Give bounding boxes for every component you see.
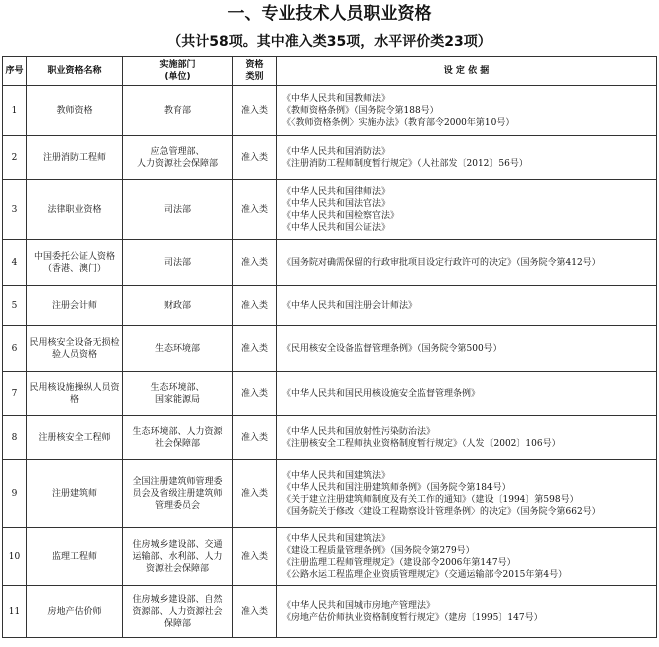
table-row (3, 286, 657, 326)
row-basis (277, 180, 657, 240)
row-dept-line: 财政部 (163, 300, 191, 311)
row-basis (277, 528, 657, 586)
table-row (3, 528, 657, 586)
table-row (3, 586, 657, 638)
table-row (3, 86, 657, 136)
row-dept (123, 86, 233, 136)
row-basis (277, 86, 657, 136)
row-basis-line: 《公路水运工程监理企业资质管理规定》（交通运输部令2015年第4号） (282, 569, 568, 580)
row-basis-line: 《中华人民共和国放射性污染防治法》 (282, 426, 436, 437)
row-basis (277, 460, 657, 528)
row-name: 民用核安全设备无损检验人员资格 (27, 326, 123, 372)
row-basis-line: 《中华人民共和国律师法》 (282, 186, 391, 197)
row-basis-line: 《中华人民共和国公证法》 (282, 222, 391, 233)
row-type: 准入类 (233, 240, 277, 286)
row-type: 准入类 (233, 416, 277, 460)
row-dept-line: 国家能源局 (154, 394, 200, 405)
row-basis-line: 《关于建立注册建筑师制度及有关工作的通知》（建设〔1994〕第598号） (282, 494, 579, 505)
row-dept (123, 326, 233, 372)
row-type: 准入类 (233, 372, 277, 416)
row-seq: 1 (3, 86, 27, 136)
header-basis: 设 定 依 据 (277, 57, 657, 86)
row-basis-line: 《中华人民共和国注册建筑师条例》（国务院令第184号） (282, 482, 511, 493)
row-seq: 4 (3, 240, 27, 286)
row-dept-line: 社会保障部 (154, 438, 200, 449)
row-basis-line: 《中华人民共和国法官法》 (282, 198, 391, 209)
row-basis-line: 《建设工程质量管理条例》（国务院令第279号） (282, 545, 475, 556)
row-basis-line: 《中华人民共和国消防法》 (282, 146, 391, 157)
row-dept-line: 资源部、人力资源社会 (132, 606, 223, 617)
row-seq: 5 (3, 286, 27, 326)
row-basis-line: 《中华人民共和国民用核设施安全监督管理条例》 (282, 388, 481, 399)
row-dept-line: 住房城乡建设部、交通 (132, 539, 223, 550)
table-row (3, 240, 657, 286)
row-dept-line: 管理委员会 (154, 500, 200, 511)
row-seq: 3 (3, 180, 27, 240)
row-dept-line: 应急管理部、 (150, 146, 205, 157)
row-basis (277, 286, 657, 326)
row-type: 准入类 (233, 460, 277, 528)
row-type: 准入类 (233, 326, 277, 372)
row-basis-line: 《中华人民共和国建筑法》 (282, 533, 391, 544)
row-basis-line: 《中华人民共和国城市房地产管理法》 (282, 600, 436, 611)
row-basis (277, 372, 657, 416)
row-dept (123, 586, 233, 638)
row-type: 准入类 (233, 136, 277, 180)
table-body (3, 86, 657, 638)
row-name: 注册核安全工程师 (27, 416, 123, 460)
table-header-row (3, 57, 657, 86)
row-name: 中国委托公证人资格（香港、澳门） (27, 240, 123, 286)
row-basis-line: 《〈教师资格条例〉实施办法》（教育部令2000年第10号） (282, 117, 515, 128)
row-name: 民用核设施操纵人员资格 (27, 372, 123, 416)
table-row (3, 326, 657, 372)
table-row (3, 372, 657, 416)
row-basis-line: 《中华人民共和国教师法》 (282, 93, 391, 104)
row-seq: 9 (3, 460, 27, 528)
row-name: 注册消防工程师 (27, 136, 123, 180)
row-basis-line: 《房地产估价师执业资格制度暂行规定》（建房〔1995〕147号） (282, 612, 543, 623)
row-basis-line: 《国务院关于修改〈建设工程勘察设计管理条例〉的决定》（国务院令第662号） (282, 506, 601, 517)
row-type: 准入类 (233, 180, 277, 240)
row-seq: 10 (3, 528, 27, 586)
row-basis-line: 《注册监理工程师管理规定》（建设部令2006年第147号） (282, 557, 516, 568)
row-basis-line: 《中华人民共和国建筑法》 (282, 470, 391, 481)
row-basis-line: 《注册核安全工程师执业资格制度暂行规定》（人发〔2002〕106号） (282, 438, 561, 449)
row-dept (123, 416, 233, 460)
page-subtitle: （共计58项。其中准入类35项，水平评价类23项） (167, 34, 492, 50)
row-type: 准入类 (233, 86, 277, 136)
page-title: 一、专业技术人员职业资格 (227, 4, 432, 24)
row-seq: 6 (3, 326, 27, 372)
row-type: 准入类 (233, 586, 277, 638)
row-dept-line: 资源社会保障部 (145, 563, 209, 574)
row-seq: 8 (3, 416, 27, 460)
header-type-line-1: 资格 (245, 60, 264, 70)
row-dept (123, 240, 233, 286)
row-dept (123, 136, 233, 180)
row-name: 法律职业资格 (27, 180, 123, 240)
row-basis-line: 《中华人民共和国注册会计师法》 (282, 300, 418, 311)
row-dept-line: 全国注册建筑师管理委 (132, 476, 223, 487)
row-basis (277, 326, 657, 372)
row-dept-line: 运输部、水利部、人力 (132, 551, 223, 562)
row-name: 注册建筑师 (27, 460, 123, 528)
row-dept-line: 生态环境部、 (150, 382, 205, 393)
row-basis-line: 《中华人民共和国检察官法》 (282, 210, 400, 221)
header-type (233, 57, 277, 86)
header-name: 职业资格名称 (27, 57, 123, 86)
row-basis (277, 240, 657, 286)
row-seq: 11 (3, 586, 27, 638)
header-dept-line-1: 实施部门 (159, 60, 196, 70)
table-row (3, 460, 657, 528)
row-type: 准入类 (233, 286, 277, 326)
row-basis-line: 《国务院对确需保留的行政审批项目设定行政许可的决定》（国务院令第412号） (282, 257, 601, 268)
row-name: 教师资格 (27, 86, 123, 136)
row-dept-line: 住房城乡建设部、自然 (132, 594, 223, 605)
row-dept-line: 司法部 (163, 204, 191, 215)
row-basis (277, 586, 657, 638)
row-dept-line: 教育部 (163, 105, 191, 116)
header-dept (123, 57, 233, 86)
table-row (3, 416, 657, 460)
row-basis (277, 136, 657, 180)
header-seq: 序号 (3, 57, 27, 86)
row-name: 监理工程师 (27, 528, 123, 586)
row-seq: 7 (3, 372, 27, 416)
table-row (3, 136, 657, 180)
row-basis-line: 《民用核安全设备监督管理条例》（国务院令第500号） (282, 343, 502, 354)
row-dept-line: 保障部 (163, 618, 191, 629)
row-basis-line: 《注册消防工程师制度暂行规定》（人社部发〔2012〕56号） (282, 158, 528, 169)
row-name: 房地产估价师 (27, 586, 123, 638)
row-dept-line: 司法部 (163, 257, 191, 268)
header-type-line-2: 类别 (245, 72, 264, 82)
table-row (3, 180, 657, 240)
row-basis (277, 416, 657, 460)
row-type: 准入类 (233, 528, 277, 586)
row-seq: 2 (3, 136, 27, 180)
row-dept (123, 180, 233, 240)
row-dept (123, 528, 233, 586)
header-dept-line-2: (单位) (164, 72, 191, 82)
row-dept-line: 人力资源社会保障部 (136, 158, 218, 169)
row-dept (123, 372, 233, 416)
row-dept-line: 生态环境部、人力资源 (132, 426, 223, 437)
qualification-table (2, 56, 657, 638)
row-basis-line: 《教师资格条例》（国务院令第188号） (282, 105, 439, 116)
row-dept-line: 生态环境部 (154, 343, 200, 354)
row-dept-line: 员会及省级注册建筑师 (132, 488, 223, 499)
row-dept (123, 460, 233, 528)
row-dept (123, 286, 233, 326)
row-name: 注册会计师 (27, 286, 123, 326)
